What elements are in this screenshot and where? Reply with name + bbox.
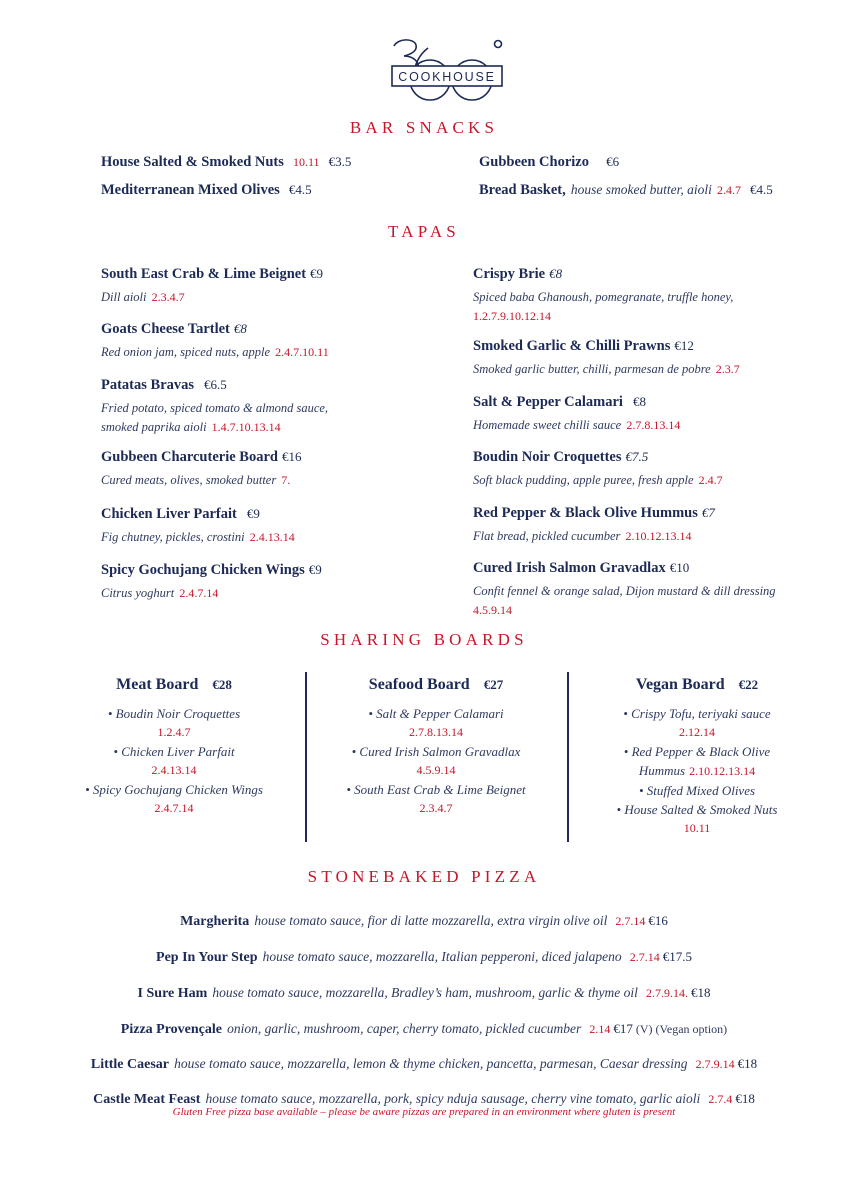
tapas-heading: TAPAS xyxy=(388,222,460,241)
pizza-price: €17.5 xyxy=(662,949,692,964)
pizza-name: Castle Meat Feast xyxy=(93,1092,201,1107)
pizza-item xyxy=(0,982,848,1002)
board-divider xyxy=(305,672,307,842)
pizza-desc: onion, garlic, mushroom, caper, cherry tomato, pickled cucumber xyxy=(227,1021,582,1036)
pizza-desc: house tomato sauce, mozzarella, pork, spicy nduja sausage, cherry vine tomato, garlic aioli xyxy=(205,1091,701,1106)
pizza-name: Margherita xyxy=(180,914,250,929)
item-price: €6 xyxy=(606,154,620,169)
tapas-item xyxy=(101,318,441,361)
board-item: • Red Pepper & Black Olive Hummus 2.10.12.13.14 xyxy=(623,744,771,778)
tapas-item xyxy=(473,335,813,378)
board-divider xyxy=(567,672,569,842)
pizza-item xyxy=(0,946,848,966)
board-items xyxy=(49,704,299,818)
seafood-board xyxy=(311,676,561,818)
pizza-name: I Sure Ham xyxy=(137,986,208,1001)
item-allergens: 10.11 xyxy=(292,155,320,169)
pizza-allergens: 2.7.14 xyxy=(629,950,660,964)
pizza-price: €18 xyxy=(690,985,711,1000)
board-item: • Crispy Tofu, teriyaki sauce 2.12.14 xyxy=(623,706,771,739)
item-price: €12 xyxy=(674,338,694,353)
item-name: Bread Basket, xyxy=(479,182,566,198)
item-price: €3.5 xyxy=(328,154,352,169)
svg-text:COOKHOUSE: COOKHOUSE xyxy=(398,70,496,84)
pizza-price: €17 xyxy=(613,1021,633,1036)
pizza-item xyxy=(0,1088,848,1108)
item-name: Cured Irish Salmon Gravadlax xyxy=(473,560,666,576)
item-allergens: 2.3.7 xyxy=(715,362,740,376)
item-price: €8 xyxy=(549,266,563,281)
logo-mark xyxy=(388,36,506,104)
pizza-allergens: 2.7.4 xyxy=(708,1092,733,1106)
item-desc: Red onion jam, spiced nuts, apple xyxy=(101,345,271,359)
item-allergens: 2.4.7 xyxy=(716,183,741,197)
pizza-price: €18 xyxy=(737,1056,758,1071)
item-desc: Cured meats, olives, smoked butter xyxy=(101,473,277,487)
pizza-price: €16 xyxy=(648,913,668,928)
pizza-desc: house tomato sauce, mozzarella, Bradley’s ham, mushroom, garlic & thyme oil xyxy=(212,985,638,1000)
tapas-item xyxy=(101,559,441,602)
pizza-dietary: (V) (Vegan option) xyxy=(635,1022,728,1036)
pizza-desc: house tomato sauce, fior di latte mozzarella, extra virgin olive oil xyxy=(254,913,608,928)
pizza-item xyxy=(0,1053,848,1073)
pizza-item xyxy=(0,910,848,930)
item-price: €6.5 xyxy=(204,377,227,392)
item-name: Chicken Liver Parfait xyxy=(101,506,237,522)
item-price: €9 xyxy=(308,562,322,577)
item-name: Crispy Brie xyxy=(473,266,546,282)
item-desc: house smoked butter, aioli xyxy=(570,182,712,197)
pizza-desc: house tomato sauce, mozzarella, lemon & thyme chicken, pancetta, parmesan, Caesar dressing xyxy=(174,1056,688,1071)
tapas-item xyxy=(101,374,361,436)
pizza-price: €18 xyxy=(735,1091,755,1106)
item-price: €9 xyxy=(310,266,324,281)
item-allergens: 2.4.7.14 xyxy=(179,586,219,600)
item-desc: Smoked garlic butter, chilli, parmesan de pobre xyxy=(473,362,711,376)
pizza-allergens: 2.14 xyxy=(589,1022,611,1036)
item-price: €4.5 xyxy=(750,182,773,197)
item-name: Boudin Noir Croquettes xyxy=(473,449,622,465)
bar-snacks-heading: BAR SNACKS xyxy=(349,118,499,137)
item-name: Red Pepper & Black Olive Hummus xyxy=(473,505,698,521)
bar-item-chorizo xyxy=(479,151,619,171)
pizza-allergens: 2.7.9.14. xyxy=(645,986,688,1000)
item-name: Patatas Bravas xyxy=(101,377,195,393)
item-desc: Confit fennel & orange salad, Dijon mustard & dill dressing xyxy=(473,584,776,598)
pizza-allergens: 2.7.9.14 xyxy=(695,1057,735,1071)
board-item: • Stuffed Mixed Olives xyxy=(638,783,756,798)
item-allergens: 2.4.7 xyxy=(698,473,723,487)
tapas-item xyxy=(101,263,441,306)
item-name: Gubbeen Chorizo xyxy=(479,154,589,170)
item-desc: Fig chutney, pickles, crostini xyxy=(101,530,245,544)
pizza-name: Pep In Your Step xyxy=(156,950,258,965)
item-name: House Salted & Smoked Nuts xyxy=(101,154,284,170)
item-allergens: 2.10.12.13.14 xyxy=(625,529,692,543)
item-name: Gubbeen Charcuterie Board xyxy=(101,449,278,465)
pizza-name: Pizza Provençale xyxy=(120,1022,222,1037)
tapas-item xyxy=(473,263,773,325)
item-name: Salt & Pepper Calamari xyxy=(473,394,623,410)
bar-item-olives xyxy=(101,179,312,199)
tapas-item xyxy=(473,502,813,545)
item-name: Spicy Gochujang Chicken Wings xyxy=(101,562,305,578)
tapas-item xyxy=(473,391,813,434)
item-desc: Citrus yoghurt xyxy=(101,586,175,600)
board-items xyxy=(572,704,822,838)
pizza-allergens: 2.7.14 xyxy=(615,914,646,928)
item-price: €10 xyxy=(669,560,690,575)
board-title: Seafood Board €27 xyxy=(368,676,504,693)
item-allergens: 2.4.7.10.11 xyxy=(275,345,329,359)
board-item: • Salt & Pepper Calamari 2.7.8.13.14 xyxy=(368,706,504,739)
bar-item-bread xyxy=(479,179,773,199)
item-desc: Homemade sweet chilli sauce xyxy=(473,418,622,432)
item-desc: Flat bread, pickled cucumber xyxy=(473,529,621,543)
board-item: • House Salted & Smoked Nuts 10.11 xyxy=(616,802,778,835)
item-allergens: 2.3.4.7 xyxy=(151,290,185,304)
board-item: • Chicken Liver Parfait 2.4.13.14 xyxy=(113,744,235,777)
tapas-item xyxy=(473,446,813,489)
item-price: €7 xyxy=(701,505,715,520)
tapas-item xyxy=(101,503,441,546)
item-name: Goats Cheese Tartlet xyxy=(101,321,230,337)
bar-item-nuts xyxy=(101,151,351,171)
board-item: • Cured Irish Salmon Gravadlax 4.5.9.14 xyxy=(351,744,521,777)
pizza-desc: house tomato sauce, mozzarella, Italian pepperoni, diced jalapeno xyxy=(262,949,622,964)
meat-board xyxy=(49,676,299,818)
tapas-item xyxy=(473,557,803,619)
board-item: • Boudin Noir Croquettes 1.2.4.7 xyxy=(107,706,241,739)
item-price: €16 xyxy=(281,449,302,464)
item-desc: Fried potato, spiced tomato & almond sauce, smoked paprika aioli xyxy=(101,401,329,434)
item-desc: Dill aioli xyxy=(101,290,147,304)
item-desc: Soft black pudding, apple puree, fresh apple xyxy=(473,473,694,487)
board-item: • Spicy Gochujang Chicken Wings 2.4.7.14 xyxy=(85,782,263,815)
item-price: €9 xyxy=(246,506,260,521)
pizza-item xyxy=(0,1018,848,1038)
item-allergens: 7. xyxy=(281,473,291,487)
tapas-item xyxy=(101,446,441,489)
item-desc: Spiced baba Ghanoush, pomegranate, truffle honey, xyxy=(473,290,734,304)
item-name: Mediterranean Mixed Olives xyxy=(101,182,280,198)
board-item: • South East Crab & Lime Beignet 2.3.4.7 xyxy=(346,782,526,815)
cookhouse-logo xyxy=(388,36,506,104)
board-items xyxy=(311,704,561,818)
item-price: €8 xyxy=(632,394,646,409)
item-price: €7.5 xyxy=(625,449,649,464)
item-name: Smoked Garlic & Chilli Prawns xyxy=(473,338,671,354)
board-title: Vegan Board €22 xyxy=(635,676,759,693)
item-price: €8 xyxy=(233,321,247,336)
item-allergens: 1.2.7.9.10.12.14 xyxy=(473,309,551,323)
gluten-free-footnote: Gluten Free pizza base available – please be aware pizzas are prepared in an environment where gluten is present xyxy=(172,1106,676,1118)
item-allergens: 1.4.7.10.13.14 xyxy=(211,420,281,434)
sharing-boards-heading: SHARING BOARDS xyxy=(320,630,528,649)
item-allergens: 2.4.13.14 xyxy=(249,530,295,544)
item-price: €4.5 xyxy=(288,182,312,197)
pizza-heading: STONEBAKED PIZZA xyxy=(307,867,541,886)
pizza-name: Little Caesar xyxy=(90,1057,170,1072)
item-name: South East Crab & Lime Beignet xyxy=(101,266,307,282)
vegan-board xyxy=(572,676,822,838)
board-title: Meat Board €28 xyxy=(116,676,232,693)
item-allergens: 4.5.9.14 xyxy=(473,603,512,617)
item-allergens: 2.7.8.13.14 xyxy=(626,418,681,432)
